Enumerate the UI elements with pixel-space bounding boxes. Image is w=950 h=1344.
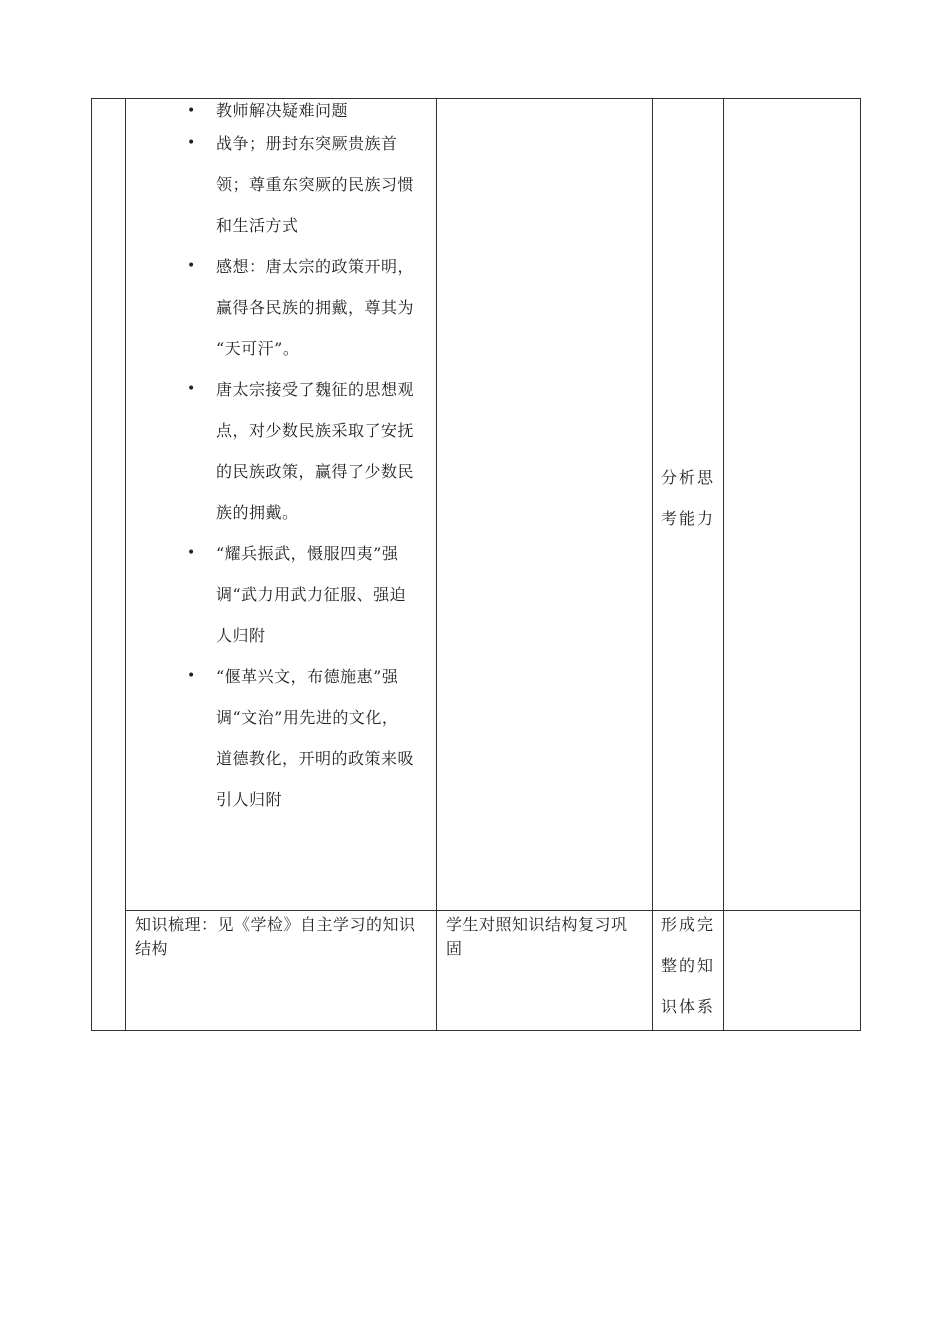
list-item-text: 唐太宗接受了魏征的思想观 <box>216 380 415 399</box>
ability-text: 形成完 <box>661 915 716 934</box>
list-item-text: 调“武力用武力征服、强迫 <box>216 585 407 604</box>
ability-text: 识体系 <box>661 997 716 1016</box>
table-column-divider <box>652 98 653 1031</box>
teaching-content-list <box>180 99 432 820</box>
list-item-text: 族的拥戴。 <box>216 503 299 522</box>
bullet-icon: • <box>187 103 196 119</box>
list-item-text: 感想：唐太宗的政策开明， <box>216 257 415 276</box>
bullet-icon: • <box>187 668 196 684</box>
ability-cell-knowledge <box>661 904 715 1027</box>
ability-text: 考能力 <box>661 509 716 528</box>
list-item-text: 调“文治”用先进的文化， <box>216 708 399 727</box>
list-item-text: “偃革兴文，布德施惠”强 <box>216 667 399 686</box>
list-item-text: “耀兵振武，慑服四夷”强 <box>216 544 399 563</box>
bullet-icon: • <box>187 545 196 561</box>
cell-text-line: 知识梳理：见《学检》自主学习的知识 <box>135 915 416 934</box>
list-item <box>180 656 432 820</box>
list-item-text: 道德教化，开明的政策来吸 <box>216 749 415 768</box>
list-item <box>180 246 432 369</box>
ability-text: 分析思 <box>661 468 716 487</box>
bullet-icon: • <box>187 381 196 397</box>
list-item-text: 领；尊重东突厥的民族习惯 <box>216 175 415 194</box>
list-item-text: 点，对少数民族采取了安抚 <box>216 421 415 440</box>
table-column-divider <box>723 98 724 1031</box>
list-item <box>180 123 432 246</box>
student-activity-cell <box>446 913 628 961</box>
list-item-text: 和生活方式 <box>216 216 299 235</box>
table-column-divider <box>436 98 437 1031</box>
bullet-icon: • <box>187 258 196 274</box>
list-item-text: 赢得各民族的拥戴，尊其为 <box>216 298 415 317</box>
list-item-text: 人归附 <box>216 626 266 645</box>
cell-text-line: 结构 <box>135 939 169 958</box>
ability-text: 整的知 <box>661 956 716 975</box>
ability-cell-analysis <box>661 457 715 539</box>
table-column-divider <box>125 98 126 1031</box>
bullet-icon: • <box>187 135 196 151</box>
cell-text-line: 学生对照知识结构复习巩 <box>446 915 628 934</box>
list-item <box>180 533 432 656</box>
list-item-text: 教师解决疑难问题 <box>216 101 349 120</box>
list-item-text: 的民族政策，赢得了少数民 <box>216 462 415 481</box>
list-item <box>180 99 432 123</box>
list-item <box>180 369 432 533</box>
cell-text-line: 固 <box>446 939 463 958</box>
knowledge-summary-cell <box>135 913 416 961</box>
list-item-text: 战争；册封东突厥贵族首 <box>216 134 398 153</box>
list-item-text: “天可汗”。 <box>216 339 300 358</box>
list-item-text: 引人归附 <box>216 790 283 809</box>
table-row-divider <box>125 910 861 911</box>
